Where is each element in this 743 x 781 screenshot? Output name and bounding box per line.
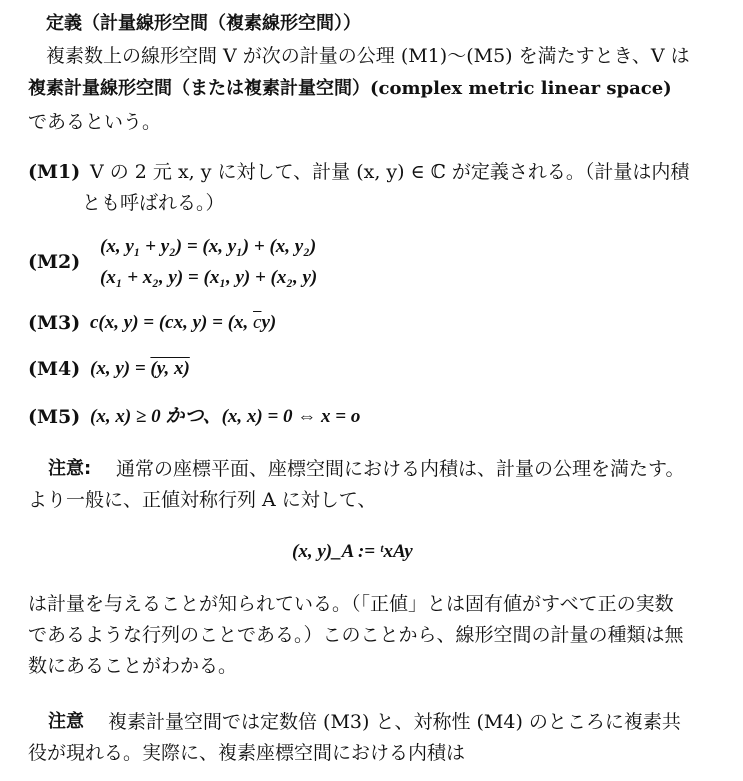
axiom-m4-eq-prefix: (x, y) = bbox=[90, 358, 151, 379]
note1-line4: であるような行列のことである。）このことから、線形空間の計量の種類は無 bbox=[28, 624, 684, 646]
axiom-m1-label: (M1) bbox=[28, 161, 81, 183]
note1-line5: 数にあることがわかる。 bbox=[28, 655, 238, 677]
axiom-m5-label: (M5) bbox=[28, 406, 81, 428]
axiom-m2-eq2: (x₁ + x₂, y) = (x₁, y) + (x₂, y) bbox=[100, 267, 318, 288]
note2-line1: 複素計量空間では定数倍 (M3) と、対称性 (M4) のところに複素共 bbox=[108, 711, 681, 733]
definition-intro-line2: 複素計量線形空間（または複素計量空間）(complex metric linear space) bbox=[28, 78, 672, 99]
note2-label: 注意 bbox=[48, 711, 84, 732]
note1-label: 注意: bbox=[48, 458, 92, 479]
note1-line3: は計量を与えることが知られている。（「正値」とは固有値がすべて正の実数 bbox=[28, 593, 674, 615]
axiom-m5-eq: (x, x) ≥ 0 かつ、(x, x) = 0 ⇔ x = o bbox=[90, 406, 361, 427]
axiom-m3-eq-conj: $\overline{c}$ bbox=[253, 312, 262, 333]
axiom-m3-eq-prefix: c(x, y) = (cx, y) = (x, bbox=[90, 312, 254, 333]
axiom-m4-eq bbox=[90, 355, 190, 383]
axiom-m4-label: (M4) bbox=[28, 358, 81, 380]
axiom-m2-eq1: (x, y₁ + y₂) = (x, y₁) + (x, y₂) bbox=[100, 236, 317, 257]
axiom-m3-eq-suffix: y) bbox=[261, 312, 277, 333]
note1-line2: より一般に、正値対称行列 A に対して、 bbox=[28, 489, 377, 511]
note1-formula: (x, y)_A := ᵗxAy bbox=[292, 541, 413, 562]
note2-line2: 役が現れる。実際に、複素座標空間における内積は bbox=[28, 742, 466, 764]
definition-intro-line1: 複素数上の線形空間 V が次の計量の公理 (M1)〜(M5) を満たすとき、V は bbox=[46, 45, 690, 67]
axiom-m1-text-line2: とも呼ばれる。） bbox=[82, 192, 225, 214]
axiom-m1-text-line1: V の 2 元 x, y に対して、計量 (x, y) ∈ ℂ が定義される。（計量は内積 bbox=[90, 161, 690, 183]
definition-intro-line3: であるという。 bbox=[28, 111, 162, 133]
axiom-m3-label: (M3) bbox=[28, 312, 81, 334]
axiom-m4-eq-conj: (y, x) bbox=[150, 358, 190, 379]
note1-line1: 通常の座標平面、座標空間における内積は、計量の公理を満たす。 bbox=[116, 458, 685, 480]
axiom-m2-label: (M2) bbox=[28, 251, 81, 273]
axiom-m3-eq bbox=[90, 309, 276, 337]
definition-title: 定義（計量線形空間（複素線形空間）） bbox=[46, 13, 361, 34]
